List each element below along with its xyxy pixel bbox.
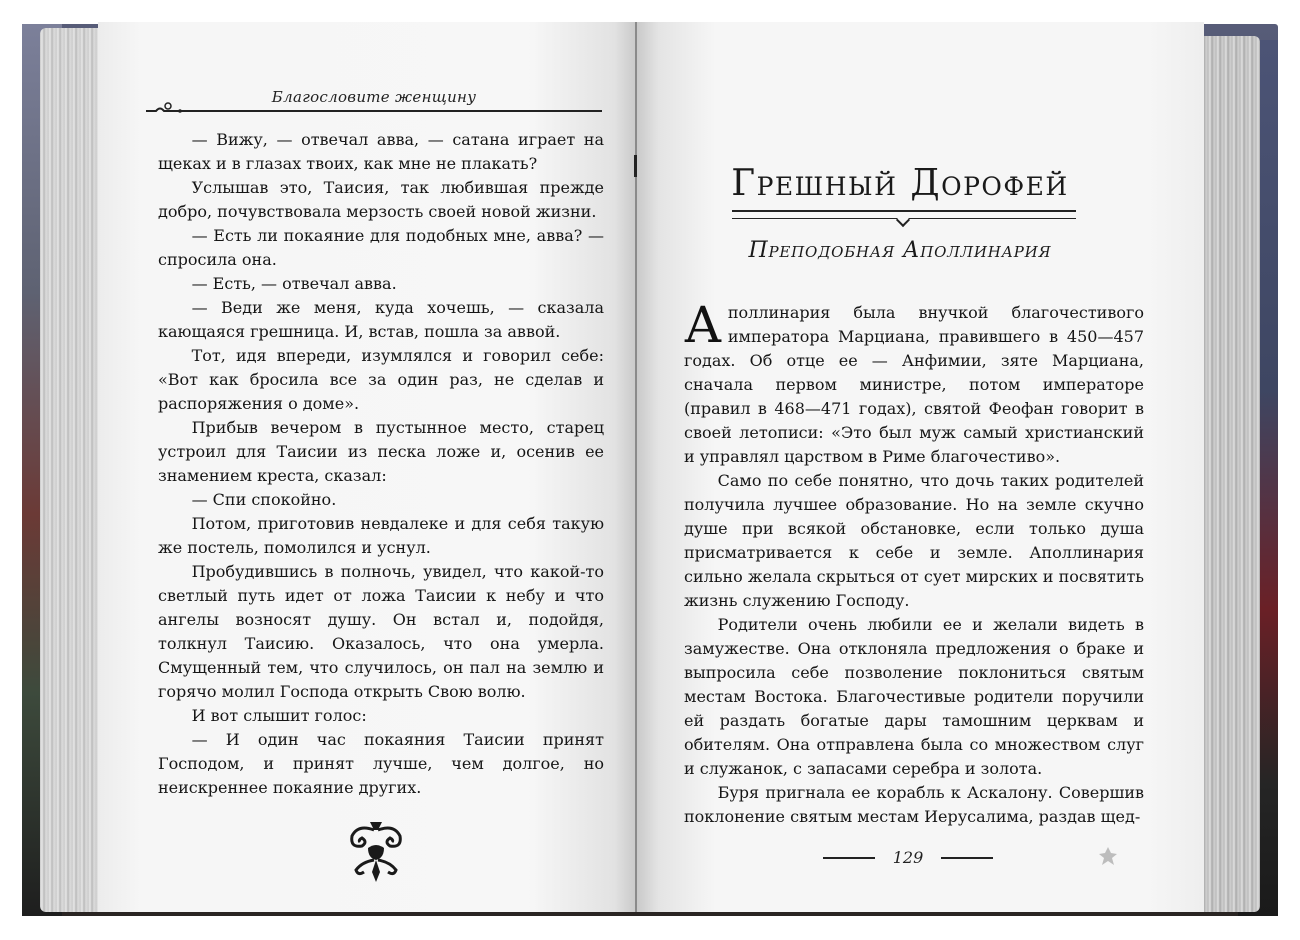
paragraph: Прибыв вечером в пустынное место, старец устроил для Таисии из песка ложе и, осенив ее знамением креста, сказал: xyxy=(158,418,604,485)
running-header xyxy=(146,86,602,112)
page-stack-right xyxy=(1198,36,1260,912)
chapter-title: Грешный Дорофей xyxy=(731,163,1069,204)
show-through-ornament-icon xyxy=(1098,846,1118,866)
paragraph: Само по себе понятно, что дочь таких родителей получила лучшее образование. Но на земле скучно душе при всякой обстановке, если только душа присматривается к себе и земле. Аполлинария сильно желала скрыться от сует мирских и посвятить жизнь служению Господу. xyxy=(684,471,1144,610)
running-header-rule xyxy=(172,110,602,112)
paragraph: Потом, приготовив невдалеке и для себя такую же постель, помолился и уснул. xyxy=(158,514,604,557)
paragraph: Услышав это, Таисия, так любившая прежде добро, почувствовала мерзость своей новой жизни. xyxy=(158,178,604,221)
paragraph: Буря пригнала ее корабль к Аскалону. Совершив поклонение святым местам Иерусалима, раздав щед- xyxy=(684,783,1144,826)
paragraph: — Есть, — отвечал авва. xyxy=(191,274,397,293)
first-paragraph-text: поллинария была внучкой благочестивого императора Марциана, правившего в 450—457 годах. Об отце ее — Анфимии, зяте Марциана, сначала первом министре, потом императоре (правил в 468—471 годах), святой Феофан говорит в своей летописи: «Это был муж самый христианский и управлял царством в Риме благочестиво». xyxy=(684,303,1144,466)
right-page-body xyxy=(684,296,1144,829)
paragraph: — Есть ли покаяние для подобных мне, авва? — спросила она. xyxy=(158,226,604,269)
paragraph: Тот, идя впереди, изумлялся и говорил себе: «Вот как бросила все за один раз, не сделав и распоряжения о доме». xyxy=(158,346,604,413)
fleuron-ornament-icon xyxy=(344,820,408,884)
paragraph: — Спи спокойно. xyxy=(191,490,337,509)
paragraph: — И один час покаяния Таисии принят Господом, и принят лучше, чем долгое, но неискреннее покаяние других. xyxy=(158,730,604,797)
first-paragraph xyxy=(684,296,1144,469)
section-subtitle: Преподобная Аполлинария xyxy=(748,238,1052,263)
left-page-body xyxy=(158,128,604,800)
running-header-title: Благословите женщину xyxy=(271,88,477,106)
gutter-mark xyxy=(634,155,637,177)
paragraph: — Вижу, — отвечал авва, — сатана играет на щеках и в глазах твоих, как мне не плакать? xyxy=(158,130,604,173)
folio-rule-right xyxy=(941,857,993,859)
paragraph: И вот слышит голос: xyxy=(191,706,367,725)
drop-cap: А xyxy=(684,296,722,354)
page-folio xyxy=(823,848,993,868)
paragraph: — Веди же меня, куда хочешь, — сказала кающаяся грешница. И, встав, пошла за аввой. xyxy=(158,298,604,341)
paragraph: Родители очень любили ее и желали видеть в замужестве. Она отклоняла предложения о браке и выпросила себе позволение поклониться святым местам Востока. Благочестивые родители поручили ей раздать богатые дары тамошним церквам и обителям. Она отправлена была со множеством слуг и служанок, с запасами серебра и золота. xyxy=(684,615,1144,778)
page-stack-left xyxy=(40,28,102,912)
page-number: 129 xyxy=(892,848,924,867)
paragraph: Пробудившись в полночь, увидел, что какой-то светлый путь идет от ложа Таисии к небу и что ангелы возносят душу. Он встал и, подойдя, толкнул Таисию. Оказалось, что она умерла. Смущенный тем, что случилось, он пал на землю и горячо молил Господа открыть Свою волю. xyxy=(158,562,604,701)
